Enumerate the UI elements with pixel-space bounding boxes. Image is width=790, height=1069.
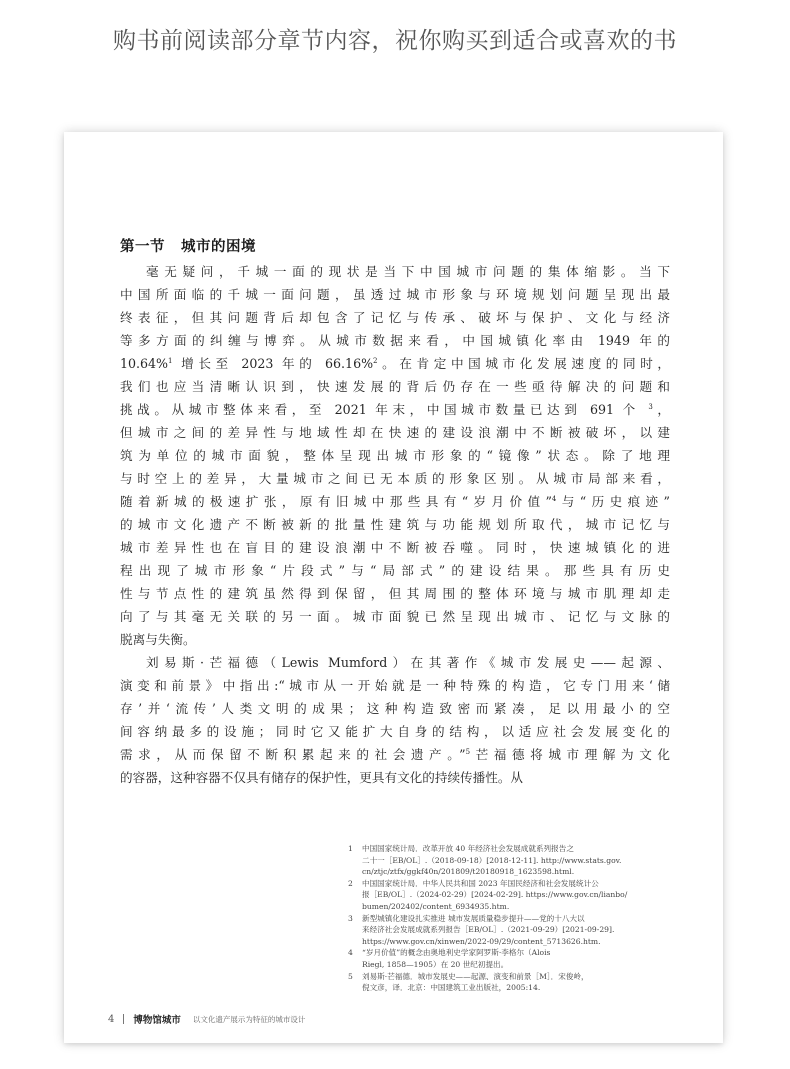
body-line: 筑为单位的城市面貌，整体呈现出城市形象的“镜像”状态。除了地理 xyxy=(120,448,670,463)
promo-banner: 购书前阅读部分章节内容，祝你购买到适合或喜欢的书 xyxy=(113,28,677,54)
body-line: 存’并‘流传’人类文明的成果；这种构造致密而紧凑，足以用最小的空 xyxy=(120,701,670,716)
footer-divider xyxy=(123,1014,124,1024)
footnote-text: “岁月价值”的概念由奥地利史学家阿罗斯·李格尔（Alois Riegl, 1858—1905）在 20 世纪初提出。 xyxy=(362,948,551,969)
body-line: 的容器，这种容器不仅具有储存的保护性，更具有文化的持续传播性。从 xyxy=(120,770,523,785)
page-footer xyxy=(108,1012,305,1026)
footnote-text: 刘易斯·芒福德．城市发展史——起源、演变和前景［M］．宋俊岭， 倪文彦，译．北京：中国建筑工业出版社，2005:14. xyxy=(362,971,589,993)
footnote-number: 4 xyxy=(348,948,353,958)
body-line: 演变和前景》中指出:“城市从一开始就是一种特殊的构造，它专门用来‘储 xyxy=(120,678,670,693)
footnote-number: 5 xyxy=(348,971,353,981)
footnote-text: 中国国家统计局．改革开放 40 年经济社会发展成就系列报告之 二十一［EB/OL］.（2018-09-18）[2018-12-11]. http://www.stats.gov. cn/ztjc/ztfx/ggkf40n/201809/t20180918_1623598.html. xyxy=(362,844,622,877)
footnote xyxy=(344,913,674,948)
footnote xyxy=(344,878,674,913)
body-line: 但城市之间的差异性与地域性却在快速的建设浪潮中不断被破坏，以建 xyxy=(120,425,670,440)
body-line: 随着新城的极速扩张，原有旧城中那些具有“岁月价值”$^4$与“历史痕迹” xyxy=(120,494,670,509)
body-line: 与时空上的差异，大量城市之间已无本质的形象区别。从城市局部来看， xyxy=(120,471,670,486)
body-line: 向了与其毫无关联的另一面。城市面貌已然呈现出城市、记忆与文脉的 xyxy=(120,609,670,624)
body-line: 刘易斯·芒福德（Lewis Mumford）在其著作《城市发展史——起源、 xyxy=(146,655,670,670)
body-line: 终表征，但其问题背后却包含了记忆与传承、破坏与保护、文化与经济 xyxy=(120,310,670,325)
footnote-ref: 4 xyxy=(551,494,557,503)
body-line: 程出现了城市形象“片段式”与“局部式”的建设结果。那些具有历史 xyxy=(120,563,670,578)
section-heading xyxy=(120,235,256,256)
footnote-text: 新型城镇化建设扎实推进 城市发展质量稳步提升——党的十八大以 来经济社会发展成就系列报告［EB/OL］.（2021-09-29）[2021-09-29]. https://www.gov.cn/xinwen/2022-09/29/content_5713626.htm. xyxy=(362,913,615,946)
body-line: 中国所面临的千城一面问题，虽透过城市形象与环境规划问题呈现出最 xyxy=(120,287,670,302)
body-line: 等多方面的纠缠与博弈。从城市数据来看，中国城镇化率由 1949 年的 xyxy=(120,333,670,348)
footnotes xyxy=(344,843,674,994)
footnote-ref: 1 xyxy=(168,356,173,365)
footnote xyxy=(344,947,674,970)
footnote-ref: 3 xyxy=(648,402,653,411)
body-text xyxy=(120,260,670,789)
body-line: 我们也应当清晰认识到，快速发展的背后仍存在一些亟待解决的问题和 xyxy=(120,379,670,394)
body-line: 性与节点性的建筑虽然得到保留，但其周围的整体环境与城市肌理却走 xyxy=(120,586,670,601)
book-title: 博物馆城市 xyxy=(133,1015,181,1026)
body-line: 10.64%$^1$ 增长至 2023 年的 66.16%$^2$。在肯定中国城市化发展速度的同时， xyxy=(120,356,670,371)
footnote-number: 2 xyxy=(348,878,353,888)
footnote-number: 3 xyxy=(348,913,353,923)
footnote-text: 中国国家统计局．中华人民共和国 2023 年国民经济和社会发展统计公 报［EB/OL］.（2024-02-29）[2024-02-29]. https://www.gov.cn/lianbo/ bumen/202402/content_6934935.htm. xyxy=(362,878,628,911)
footnote xyxy=(344,843,674,878)
body-line: 间容纳最多的设施；同时它又能扩大自身的结构，以适应社会发展变化的 xyxy=(120,724,670,739)
footnote xyxy=(344,971,674,994)
body-line: 挑战。从城市整体来看，至 2021 年末，中国城市数量已达到 691 个 $^3$， xyxy=(120,402,671,417)
body-line: 毫无疑问，千城一面的现状是当下中国城市问题的集体缩影。当下 xyxy=(146,264,670,279)
body-line: 脱离与失衡。 xyxy=(120,632,196,647)
footnote-ref: 5 xyxy=(465,747,471,756)
footnote-ref: 2 xyxy=(373,356,378,365)
section-title: 城市的困境 xyxy=(181,238,256,255)
book-page xyxy=(64,132,723,1043)
body-line: 的城市文化遗产不断被新的批量性建筑与功能规划所取代，城市记忆与 xyxy=(120,517,670,532)
body-line: 需求，从而保留不断积累起来的社会遗产。”$^5$芒福德将城市理解为文化 xyxy=(120,747,671,762)
footnote-number: 1 xyxy=(348,844,353,853)
section-number: 第一节 xyxy=(120,238,165,255)
body-line: 城市差异性也在盲目的建设浪潮中不断被吞噬。同时，快速城镇化的进 xyxy=(120,540,670,555)
book-subtitle: 以文化遗产展示为特征的城市设计 xyxy=(192,1014,306,1024)
page-number: 4 xyxy=(108,1013,115,1025)
